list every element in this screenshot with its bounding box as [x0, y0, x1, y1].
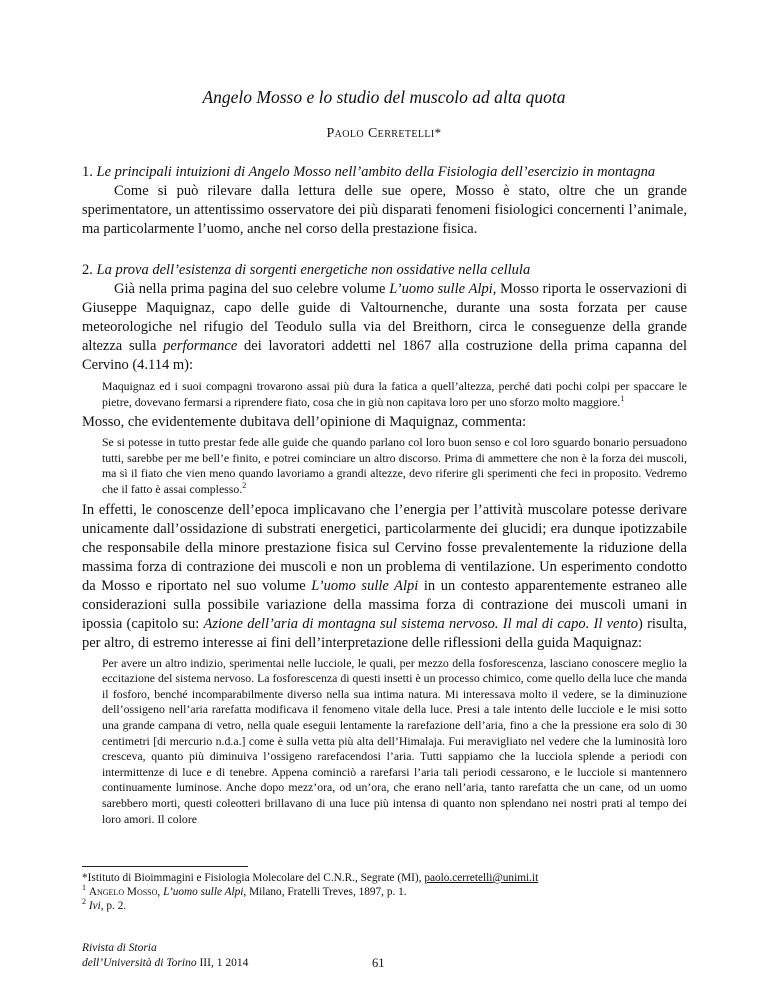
p3-text-b: in un contesto apparentemente estraneo alle considerazioni sulla possibile variazione della massima forza di contrazione dei muscoli umani in ipossia (capitolo su:: [82, 577, 687, 632]
p3-text-a: In effetti, le conoscenze dell’epoca implicavano che l’energia per l’attività muscolare potesse derivare unicamente dall’ossidazione di substrati energetici, particolarmente dei glucidi; era dunque ipotizzabile che responsabile della minore prestazione fisica sul Cervino fosse prevalentemente la riduzione della massima forza di contrazione dei muscoli e non un problema di ventilazione. Un esperimento condotto da Mosso e riportato nel suo volume: [82, 501, 687, 594]
footnote-2-rest: , p. 2.: [100, 900, 127, 912]
block-quote-2: [102, 435, 687, 497]
footnote-1: [82, 885, 687, 899]
footnote-1-author: Angelo Mosso: [88, 886, 158, 898]
block-quote-1: [102, 379, 687, 410]
p1-performance: performance: [163, 338, 238, 354]
quote-1-text: Maquignaz ed i suoi compagni trovarono assai più dura la fatica a quell’altezza, perché dati pochi colpi per spaccare le pietre, dovevano fermarsi a riprendere fiato, cosa che in giù non capitava loro per uno sforzo molto maggiore.: [102, 379, 687, 409]
section-2-number: 2.: [82, 262, 93, 278]
journal-citation: [82, 941, 248, 970]
footnote-2-mark: 2: [82, 897, 86, 906]
p1-text-c: dei lavoratori addetti nel 1867 alla costruzione della prima capanna del Cervino (4.114 m):: [82, 338, 687, 373]
author-name: Paolo Cerretelli: [326, 126, 435, 141]
section-1-number: 1.: [82, 164, 93, 180]
journal-volume: III, 1 2014: [196, 956, 249, 969]
section-2-paragraph-3: [82, 501, 687, 653]
affiliation-text: Istituto di Bioimmagini e Fisiologia Molecolare del C.N.R., Segrate (MI),: [87, 872, 425, 884]
footnote-1-mark: 1: [82, 883, 86, 892]
p1-book-title: L’uomo sulle Alpi: [389, 281, 493, 297]
footnote-1-rest: , Milano, Fratelli Treves, 1897, p. 1.: [243, 886, 407, 898]
journal-line-2: [82, 956, 248, 971]
section-1-heading: [82, 163, 687, 182]
section-2-paragraph-1: [82, 280, 687, 375]
footnote-1-separator: ,: [157, 886, 164, 898]
section-2-paragraph-2: Mosso, che evidentemente dubitava dell’opinione di Maquignaz, commenta:: [82, 414, 527, 431]
p1-text-a: Già nella prima pagina del suo celebre volume: [114, 281, 390, 297]
quote-2-text: Se si potesse in tutto prestar fede alle guide che quando parlano col loro buon senso e col loro sguardo bonario persuadono tutti, sarebbe per me bell’e finito, e potrei cominciare un altro discorso. Prima di ammettere che non è la forza dei muscoli, ma sì il fiato che vien meno quando lavoriamo a grandi altezze, devo riferire gli sperimenti che feci in proposito. Vedremo che il fatto è assai complesso.: [102, 435, 687, 496]
journal-name: dell’Università di Torino: [82, 956, 197, 969]
footnotes: [82, 871, 687, 913]
p3-text-c: ) risulta, per altro, di estremo interesse ai fini dell’interpretazione delle riflessioni della guida Maquignaz:: [82, 615, 687, 651]
p3-book-title: L’uomo sulle Alpi: [311, 577, 419, 594]
author-line: [0, 125, 768, 142]
section-1-paragraph: Come si può rilevare dalla lettura delle sue opere, Mosso è stato, oltre che un grande sperimentatore, un attentissimo osservatore dei più disparati fenomeni fisiologici concernenti l’animale, ma particolarmente l’uomo, anche nel corso della prestazione fisica.: [82, 183, 687, 237]
author-footnote-mark: *: [434, 125, 442, 140]
footnote-2: [82, 899, 687, 913]
block-quote-3: Per avere un altro indizio, sperimentai nelle lucciole, le quali, per mezzo della fosforescenza, lasciano conoscere meglio la eccitazione del sistema nervoso. La fosforescenza di questi insetti è un processo chimico, come quello della luce che manda il fosforo, benché incomparabilmente diverso nella sua intima natura. Mi interessava molto il vedere, se la diminuzione dell’ossigeno nell’aria rarefatta modificava il fenomeno vitale della luce. Presi a tale intento delle lucciole e le misi sotto una grande campana di vetro, nella quale eseguii lentamente la rarefazione dell’aria, fino a che la pressione era solo di 30 centimetri [di mercurio n.d.a.] come è sulla vetta più alta dell’Himalaja. Fui meravigliato nel vedere che la luminosità loro cresceva, quanto più diminuiva l’ossigeno rarefacendosi l’aria. Tutti sappiamo che la lucciola splende a periodi con intermittenze di luce e di tenebre. Appena cominciò a rarefarsi l’aria tali periodi cessarono, e le lucciole si mantennero continuamente luminose. Anche dopo mezz’ora, od un’ora, che erano nell’aria, tanto rarefatta che un cane, od un uomo sarebbero morti, questi coleotteri brillavano di una luce più intensa di quanto non splendano nei nostri prati al tempo dei loro amori. Il colore: [102, 655, 687, 826]
page-number: 61: [372, 956, 385, 970]
author-email-link[interactable]: paolo.cerretelli@unimi.it: [424, 872, 539, 884]
article-title: Angelo Mosso e lo studio del muscolo ad alta quota: [202, 87, 566, 107]
footnote-ref-2[interactable]: 2: [242, 480, 247, 490]
section-2-heading: [82, 261, 687, 280]
footnote-divider: [82, 866, 248, 867]
p3-chapter-title: Azione dell’aria di montagna sul sistema nervoso. Il mal di capo. Il vento: [203, 615, 639, 632]
section-1: [82, 163, 687, 239]
p1-text-b: , Mosso riporta le osservazioni di Giuseppe Maquignaz, capo delle guide di Valtournenche, durante una sosta forzata per cause meteorologiche nel rifugio del Teodulo sulla via del Breithorn, circa le conseguenze della grande altezza sulla: [82, 281, 687, 354]
footnote-star-mark: *: [82, 872, 88, 884]
section-2-title: La prova dell’esistenza di sorgenti energetiche non ossidative nella cellula: [96, 262, 531, 278]
journal-line-1: Rivista di Storia: [82, 942, 157, 954]
footnote-ref-1[interactable]: 1: [620, 393, 625, 403]
footnote-affiliation: [82, 871, 687, 885]
section-1-title: Le principali intuizioni di Angelo Mosso nell’ambito della Fisiologia dell’esercizio in montagna: [96, 164, 656, 180]
footnote-1-title: L’uomo sulle Alpi: [163, 886, 244, 898]
section-2: [82, 261, 687, 827]
footnote-2-ivi: Ivi: [88, 900, 101, 912]
